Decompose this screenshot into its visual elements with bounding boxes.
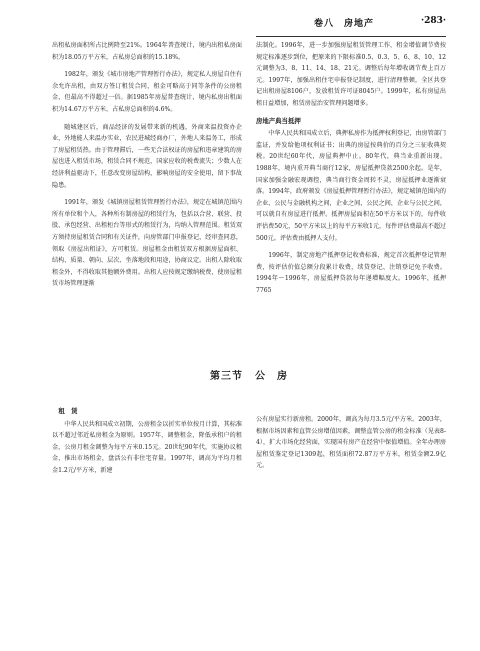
paragraph: 1982年，颁发《城市房地产管理暂行办法》，规定私人房屋自住有余允许出租，由双方签订租赁合同，租金可略高于同等条件的公房租金，但最高不得超过一倍。据1985年房屋普查统计，境内私房出租面积为14.67万平方米，占私房总面积的4.6%。 (52, 71, 242, 113)
section-number: 第三节 (210, 371, 243, 382)
paragraph: 中华人民共和国成立初期，公房租金以折实单位按月计算，其标准以不超过邻近私房租金为原则。1957年，调整租金，降低承租户的租金，公房月租金调整为每平方米0.15元。20世纪90年代，实施协议租金，推出市场租金，盘活公有非住宅存量。1997年，调高为平均月租金1.2元/平方米，新建 (52, 420, 242, 474)
paragraph: 1991年，颁发《城镇房屋租赁管理暂行办法》，规定在城镇范围内所有单位和个人，各种所有制房屋的租赁行为，包括以合营、联营、投股、承包经营、出租柜台等形式的租赁行为，均纳入管理范围。租赁双方须持房屋租赁合同和有关证件，向房管部门申报登记，经审查同意，领取《房屋出租证》，方可租赁。房屋租金由租赁双方根据房屋面积、结构、质量、朝向、层次、坐落地段和用途，协商议定。出租人除收取租金外，不得收取其他额外费用。出租人应按规定缴纳税费，使房屋租赁市场管理逐渐 (52, 199, 242, 288)
column-bottom-left (52, 400, 242, 483)
paragraph: 中华人民共和国成立后，典押私房作为抵押权利登记，由房管部门监证，并发给他项权利证书；出典的房屋按典价的百分之三征收典契税。20世纪60年代，房屋典押中止。80年代，典当业重新出现。1988年，境内重开典当商行12家，房屋抵押贷款2500余起。是年，国家加强金融宏观调控，典当商行资金周转不灵，房屋抵押业逐渐衰落。1994年，政府颁发《房屋抵押管理暂行办法》，规定城镇范围内的企业、公民与金融机构之间，企业之间，公民之间，企业与公民之间，可以就自有房屋进行抵押。抵押房屋面积在50平方米以下的，每件收评估费50元，50平方米以上的每平方米收1元，每件评估费最高不超过500元。评估费由抵押人支付。 (256, 130, 447, 242)
column-top-left (52, 40, 242, 296)
paragraph: 1996年，制定房地产抵押登记收费标准，规定首次抵押登记管理费，按评估价值总额分段累计收费，续贷登记、注销登记免予收费。1994年～1996年，房屋抵押贷款每年递增幅度大。1996年，抵押7765 (256, 252, 446, 294)
page-number: ·283· (420, 16, 446, 26)
subheading-lease: 租 赁 (58, 407, 78, 415)
paragraph: 法制化。1996年，进一步加强房屋租赁管理工作，租金增值调节费按规定标准逐步到位，把原来的下限标准0.5、0.3、5、6、8、10、12元调整为3、8、11、14、18、21元。调整后每年增收调节费上百万元。1997年，加强出租住宅申报登记制度，进行清理整顿，全区共登记出租房屋8106户，发放租赁许可证8045户。1999年，私有房屋出租日益增加，租赁房屋治安管理问题增多。 (256, 42, 446, 107)
paragraph: 公有房屋实行新房租。2000年，调高为每月3.5元/平方米。2003年，根据市场因素和直管公房增值因素，调整直管公房的租金标准（见表8-4），扩大市场化经营面，实现国有房产在经营中保值增值。全年办理房屋租赁鉴定登记1309起，租赁面积72.87万平方米，租赁金额2.9亿元。 (256, 416, 446, 470)
column-bottom-right (256, 414, 446, 478)
subheading-mortgage: 房地产典当抵押 (256, 116, 301, 125)
section-name: 公 房 (255, 371, 288, 382)
paragraph: 随城建区后，商品经济的发展带来新的机遇，外商来温投资办企业，外地能人来温办实业，农民进城经商办厂，外地人来温务工，形成了房屋租赁热。由于管理滞后，一些无合法权证的房屋和违章建筑的房屋也进入租赁市场，租赁合同不规范，国家应收的税费流失；少数人在经济利益驱动下，任意改变房屋结构，影响房屋的安全使用，留下事故隐患。 (52, 123, 242, 189)
paragraph: 出租私房面积所占比例降至21%。1964年普查统计，境内出租私房面积为18.05万平方米，占私房总面积的15.18%。 (52, 42, 242, 61)
column-top-right (256, 40, 446, 302)
chapter-label: 卷八 房地产 (313, 19, 374, 29)
header-rule (256, 36, 446, 37)
section-title (52, 367, 446, 382)
running-header (256, 10, 446, 30)
